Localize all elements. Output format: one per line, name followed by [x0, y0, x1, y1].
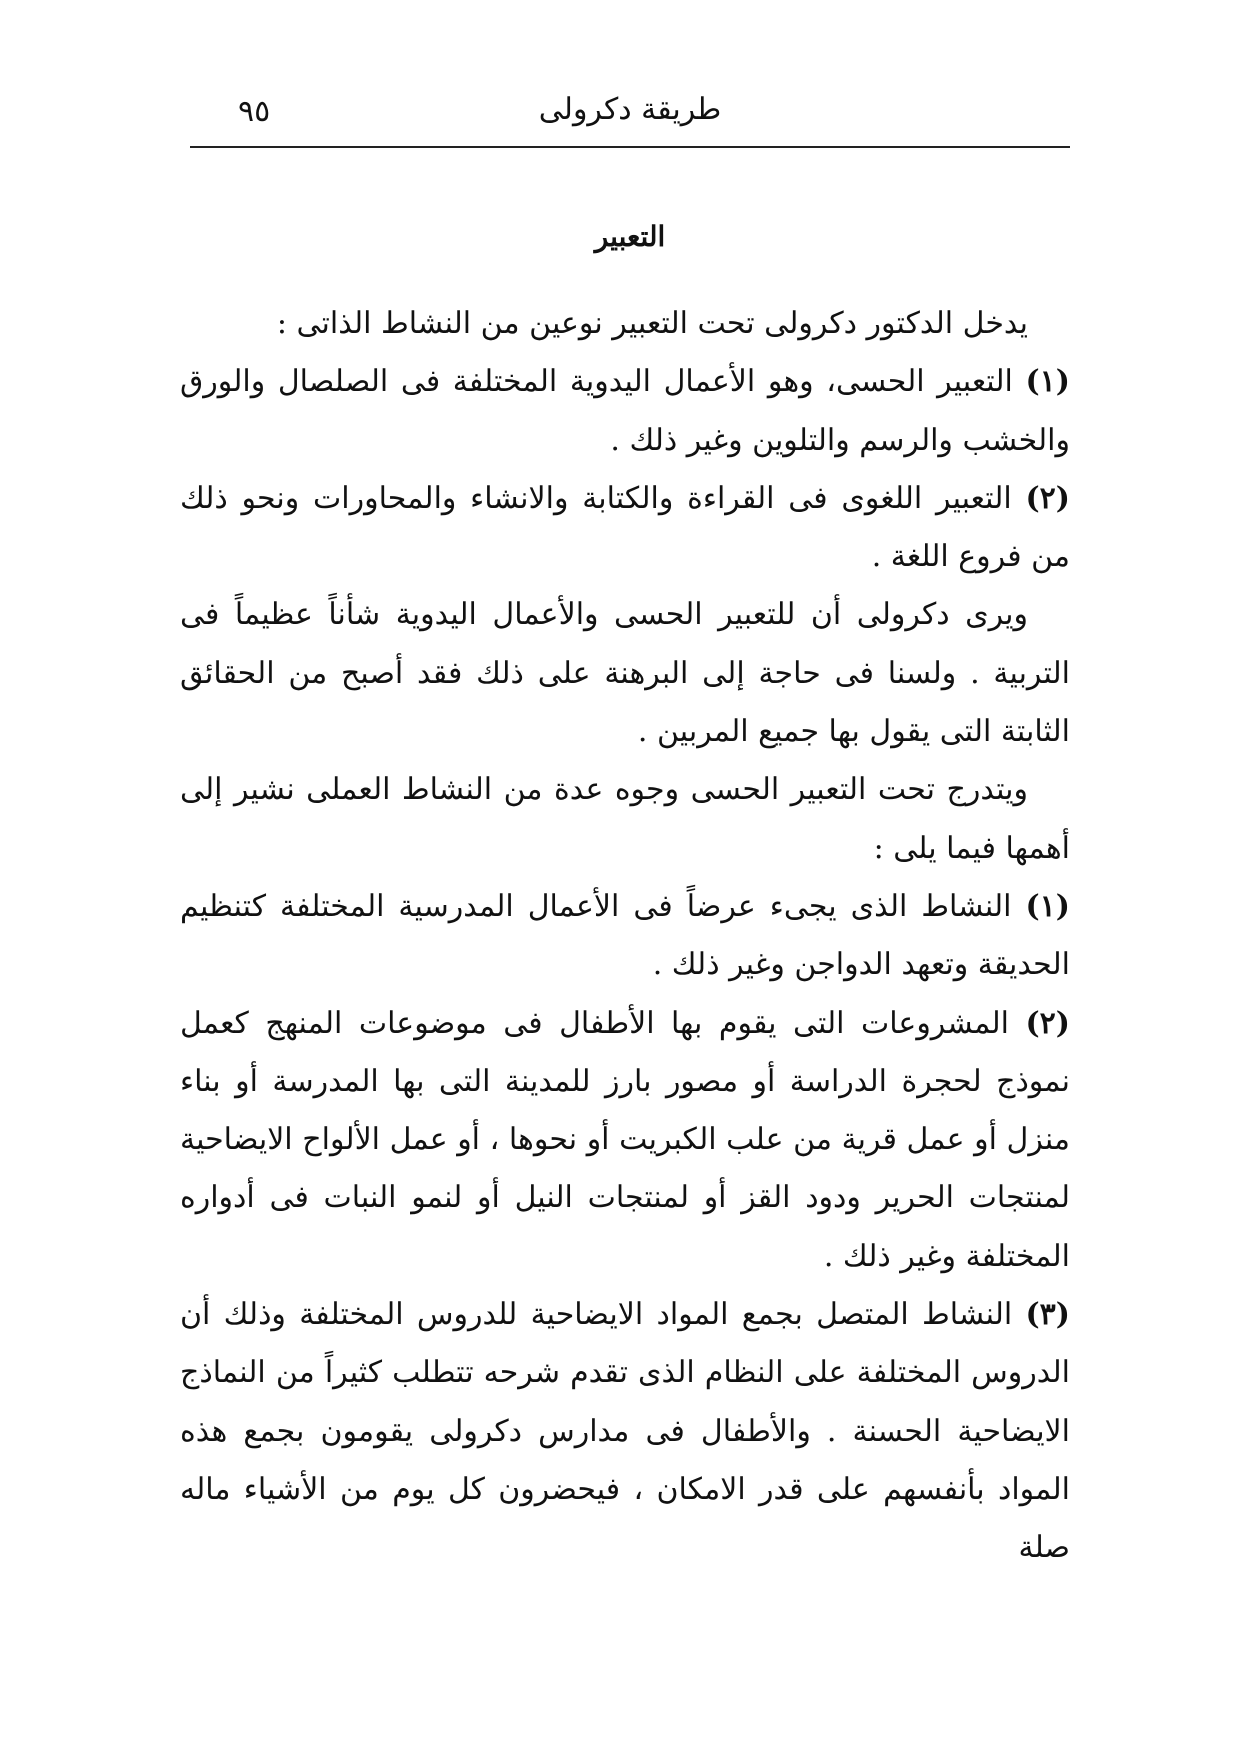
paragraph [180, 586, 1070, 761]
paragraph-text: ويتدرج تحت التعبير الحسى وجوه عدة من النشاط العملى نشير إلى أهمها فيما يلى : [180, 772, 1070, 866]
running-title: طريقة دكرولى [538, 92, 722, 127]
numbered-paragraph [180, 878, 1070, 995]
item-number: (١) [1025, 888, 1070, 924]
page-header [190, 92, 1070, 142]
paragraph-text: التعبير اللغوى فى القراءة والكتابة والانشاء والمحاورات ونحو ذلك من فروع اللغة . [180, 480, 1070, 575]
paragraph-text: النشاط الذى يجىء عرضاً فى الأعمال المدرسية المختلفة كتنظيم الحديقة وتعهد الدواجن وغير ذلك . [180, 888, 1070, 983]
header-rule [190, 146, 1070, 148]
numbered-paragraph [180, 470, 1070, 587]
item-number: (٢) [1025, 480, 1070, 516]
item-number: (٢) [1025, 1005, 1070, 1041]
paragraph-text: ويرى دكرولى أن للتعبير الحسى والأعمال اليدوية شأناً عظيماً فى التربية . ولسنا فى حاجة إلى البرهنة على ذلك فقد أصبح من الحقائق الثابتة التى يقول بها جميع المربين . [180, 597, 1070, 750]
numbered-paragraph [180, 353, 1070, 470]
page-number: ٩٥ [238, 94, 271, 129]
numbered-paragraph [180, 995, 1070, 1286]
paragraph-text: يدخل الدكتور دكرولى تحت التعبير نوعين من النشاط الذاتى : [276, 306, 1028, 341]
item-number: (٣) [1025, 1297, 1070, 1333]
section-heading: التعبير [594, 220, 666, 253]
paragraph-text: النشاط المتصل بجمع المواد الايضاحية للدروس المختلفة وذلك أن الدروس المختلفة على النظام الذى تقدم شرحه تتطلب كثيراً من النماذج الايضاحية الحسنة . والأطفال فى مدارس دكرولى يقومون بجمع هذه المواد بأنفسهم على قدر الامكان ، فيحضرون كل يوم من الأشياء ماله صلة [180, 1297, 1070, 1566]
paragraph-text: التعبير الحسى، وهو الأعمال اليدوية المختلفة فى الصلصال والورق والخشب والرسم والتلوين وغير ذلك . [180, 364, 1070, 458]
item-number: (١) [1025, 364, 1070, 400]
paragraph [180, 295, 1070, 353]
body-text [180, 295, 1070, 1578]
paragraph-text: المشروعات التى يقوم بها الأطفال فى موضوعات المنهج كعمل نموذج لحجرة الدراسة أو مصور بارز للمدينة التى بها المدرسة أو بناء منزل أو عمل قرية من علب الكبريت أو نحوها ، أو عمل الألواح الايضاحية لمنتجات الحرير ودود القز أو لمنتجات النيل أو لنمو النبات فى أدواره المختلفة وغير ذلك . [180, 1005, 1070, 1274]
numbered-paragraph [180, 1286, 1070, 1577]
paragraph [180, 761, 1070, 878]
